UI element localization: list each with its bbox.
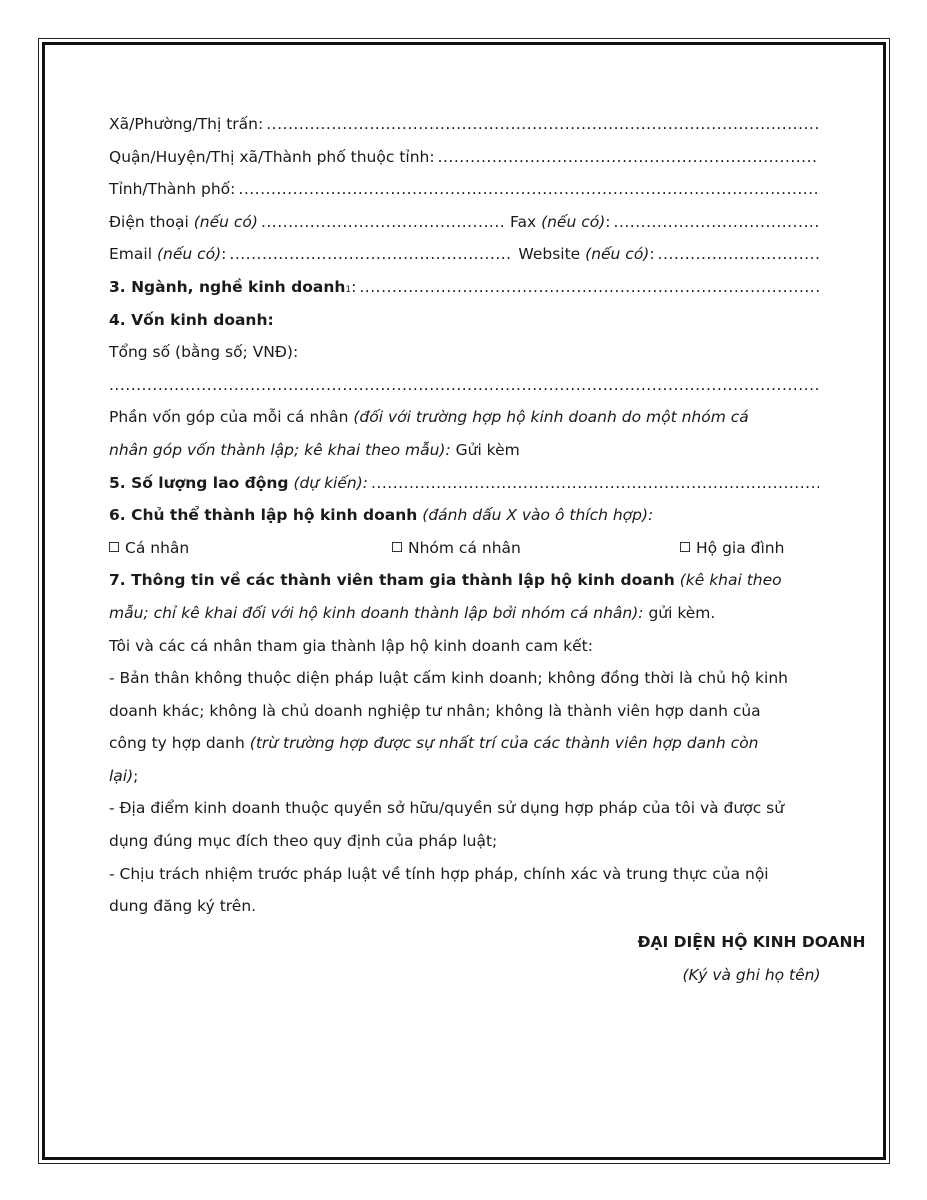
province-field[interactable]	[238, 173, 819, 206]
business-line-field[interactable]	[359, 271, 819, 304]
commitment-item1-l3	[109, 727, 819, 760]
contribution-line-2	[109, 434, 819, 467]
ward-label: Xã/Phường/Thị trấn:	[109, 115, 264, 133]
district-label: Quận/Huyện/Thị xã/Thành phố thuộc tỉnh:	[109, 147, 435, 166]
phone-fax-line: Điện thoại (nếu có) ..... Fax (nếu có) : .....	[109, 206, 819, 239]
checkbox-individual[interactable]	[109, 542, 119, 552]
form-body	[109, 108, 866, 984]
option-group-label: Nhóm cá nhân	[408, 538, 521, 557]
district-line	[109, 141, 819, 174]
section5-note: (dự kiến):	[293, 473, 368, 492]
signature-title: ĐẠI DIỆN HỘ KINH DOANH	[637, 933, 866, 951]
founder-type-options	[109, 532, 819, 565]
section6-note: (đánh dấu X vào ô thích hợp):	[422, 506, 654, 525]
capital-total-dots-line	[109, 369, 819, 402]
capital-total-field[interactable]	[109, 369, 819, 402]
signature-note: (Ký và ghi họ tên)	[682, 965, 821, 984]
section5-line	[109, 467, 819, 500]
section7-title: 7. Thông tin về các thành viên tham gia thành lập hộ kinh doanh	[109, 571, 675, 590]
labor-count-field[interactable]	[371, 467, 819, 500]
section6-title: 6. Chủ thể thành lập hộ kinh doanh	[109, 506, 418, 525]
website-field[interactable]	[658, 238, 819, 271]
commitment-item1-l1: - Bản thân không thuộc diện pháp luật cấm kinh doanh; không đồng thời là chủ hộ kinh	[109, 669, 788, 688]
email-if-any: (nếu có)	[156, 245, 222, 264]
section4-title: 4. Vốn kinh doanh:	[109, 310, 274, 329]
commitment-item1-l3-italic: (trừ trường hợp được sự nhất trí của các thành viên hợp danh còn	[249, 734, 759, 753]
email-field[interactable]	[229, 238, 512, 271]
section5-title: 5. Số lượng lao động	[109, 473, 289, 492]
website-label: Website	[518, 245, 581, 264]
section7-line-2	[109, 597, 819, 630]
contribution-note-1: (đối với trường hợp hộ kinh doanh do một nhóm cá	[353, 408, 749, 427]
option-household[interactable]	[680, 532, 784, 565]
section3-line: 3. Ngành, nghề kinh doanh 1 : .....	[109, 271, 819, 304]
section3-title: 3. Ngành, nghề kinh doanh	[109, 277, 346, 296]
fax-field[interactable]	[614, 206, 819, 239]
ward-field[interactable]	[266, 108, 819, 141]
fax-label: Fax	[509, 212, 537, 231]
option-household-label: Hộ gia đình	[696, 538, 785, 557]
checkbox-household[interactable]	[680, 542, 690, 552]
commitment-item1-l4	[109, 760, 819, 793]
section7-note-1: (kê khai theo	[679, 571, 782, 590]
phone-label: Điện thoại	[109, 212, 189, 231]
province-line	[109, 173, 819, 206]
section7-attached: gửi kèm.	[648, 603, 716, 622]
contribution-line-1	[109, 401, 819, 434]
commitment-item2-l1: - Địa điểm kinh doanh thuộc quyền sở hữu/quyền sử dụng hợp pháp của tôi và được sử	[109, 799, 785, 818]
ward-line	[109, 108, 819, 141]
section7-line-1	[109, 564, 819, 597]
website-if-any: (nếu có)	[585, 245, 650, 264]
option-group[interactable]	[392, 532, 680, 565]
commitment-item1-l3-text: công ty hợp danh	[109, 734, 245, 753]
capital-total-line	[109, 336, 819, 369]
commitment-intro: Tôi và các cá nhân tham gia thành lập hộ kinh doanh cam kết:	[109, 636, 593, 655]
contribution-note-2: nhân góp vốn thành lập; kê khai theo mẫu):	[109, 440, 451, 459]
capital-total-label: Tổng số (bằng số; VNĐ):	[109, 343, 299, 362]
fax-if-any: (nếu có)	[541, 212, 606, 231]
commitment-item2-l2: dụng đúng mục đích theo quy định của pháp luật;	[109, 832, 498, 851]
section4-heading	[109, 304, 819, 337]
contribution-attached: Gửi kèm	[455, 440, 520, 459]
district-field[interactable]	[438, 141, 819, 174]
commitment-item1-l2: doanh khác; không là chủ doanh nghiệp tư nhân; không là thành viên hợp danh của	[109, 701, 761, 720]
contribution-label: Phần vốn góp của mỗi cá nhân	[109, 408, 349, 427]
email-website-line: Email (nếu có) : ..... Website (nếu có) : .....	[109, 238, 819, 271]
checkbox-group[interactable]	[392, 542, 402, 552]
section6-line	[109, 499, 819, 532]
commitment-item3-l2: dung đăng ký trên.	[109, 897, 257, 916]
commitment-item1-l4-end: ;	[133, 766, 139, 785]
option-individual[interactable]	[109, 532, 392, 565]
signature-block	[609, 926, 894, 991]
phone-field[interactable]	[261, 206, 506, 239]
province-label: Tỉnh/Thành phố:	[109, 180, 236, 199]
commitment-item1-l4-italic: lại)	[109, 766, 134, 785]
phone-if-any: (nếu có)	[193, 212, 258, 231]
section7-note-2: mẫu; chỉ kê khai đối với hộ kinh doanh thành lập bởi nhóm cá nhân):	[109, 603, 644, 622]
option-individual-label: Cá nhân	[125, 538, 190, 557]
email-label: Email	[109, 245, 153, 264]
commitment-item3-l1: - Chịu trách nhiệm trước pháp luật về tính hợp pháp, chính xác và trung thực của nội	[109, 864, 769, 883]
